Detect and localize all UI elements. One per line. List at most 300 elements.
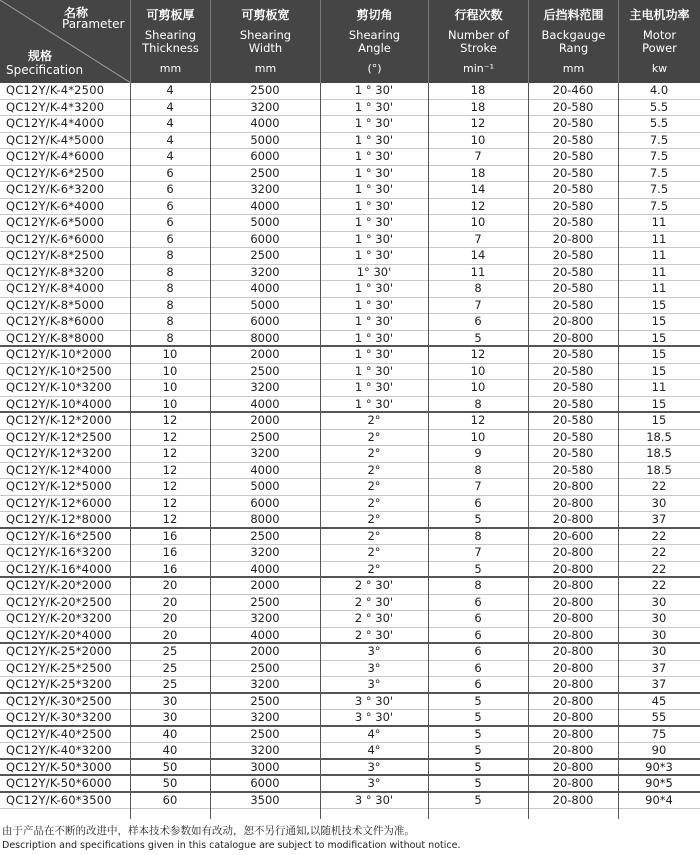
spec-label-cn: 规格 — [28, 49, 53, 63]
angle-cell: 2° — [367, 413, 381, 427]
stroke-cell: 6 — [474, 594, 482, 609]
stroke-cell: 7 — [474, 545, 482, 559]
stroke-cell: 7 — [474, 297, 482, 312]
table-row — [0, 331, 700, 348]
angle-cell: 1 ° 30' — [354, 215, 394, 229]
width-cell: 5000 — [250, 215, 280, 229]
angle-cell: 4° — [367, 743, 381, 757]
motor-power-cell: 11 — [651, 380, 667, 394]
width-cell: 6000 — [250, 149, 280, 163]
width-cell: 3200 — [250, 611, 280, 625]
motor-power-cell: 11 — [651, 215, 667, 229]
motor-power-cell: 90 — [651, 743, 667, 757]
width-cell: 2500 — [250, 248, 280, 262]
motor-power-cell: 7.5 — [649, 149, 669, 163]
backgauge-cell: 20-800 — [552, 743, 594, 757]
width-cell: 2000 — [250, 644, 280, 658]
spec-cell: QC12Y/K-8*5000 — [6, 297, 105, 312]
spec-cell: QC12Y/K-4*2500 — [6, 83, 105, 97]
stroke-cell: 5 — [474, 776, 482, 790]
table-row — [0, 83, 700, 100]
spec-cell: QC12Y/K-40*3200 — [6, 743, 112, 757]
backgauge-cell: 20-580 — [552, 149, 594, 163]
motor-power-cell: 7.5 — [649, 198, 669, 213]
motor-power-cell: 30 — [651, 611, 667, 625]
backgauge-cell: 20-800 — [552, 677, 594, 691]
backgauge-cell: 20-580 — [552, 396, 594, 411]
spec-cell: QC12Y/K-20*2000 — [6, 578, 112, 592]
width-cell: 3500 — [250, 792, 280, 807]
thickness-cell: 12 — [162, 479, 178, 493]
width-cell: 2500 — [250, 693, 280, 708]
thickness-cell: 4 — [166, 83, 174, 97]
thickness-cell: 8 — [166, 330, 174, 345]
backgauge-cell: 20-580 — [552, 297, 594, 312]
spec-cell: QC12Y/K-6*4000 — [6, 198, 105, 213]
angle-cell: 1 ° 30' — [354, 99, 394, 114]
stroke-cell: 5 — [474, 710, 482, 724]
thickness-cell: 40 — [162, 726, 178, 741]
angle-cell: 3 ° 30' — [354, 710, 394, 724]
angle-cell: 1 ° 30' — [354, 231, 394, 246]
spec-cell: QC12Y/K-16*4000 — [6, 561, 112, 576]
column-divider — [528, 83, 529, 819]
thickness-cell: 10 — [162, 380, 178, 394]
stroke-cell: 10 — [470, 132, 486, 147]
spec-cell: QC12Y/K-12*4000 — [6, 462, 112, 477]
backgauge-cell: 20-580 — [552, 281, 594, 295]
angle-cell: 3 ° 30' — [354, 693, 394, 708]
width-cell: 3000 — [250, 759, 280, 774]
thickness-cell: 8 — [166, 264, 174, 279]
thickness-cell: 30 — [162, 710, 178, 724]
column-divider — [130, 83, 131, 819]
backgauge-cell: 20-800 — [552, 792, 594, 807]
stroke-cell: 9 — [474, 446, 482, 460]
width-cell: 4000 — [250, 462, 280, 477]
spec-cell: QC12Y/K-8*2500 — [6, 248, 105, 262]
spec-cell: QC12Y/K-6*2500 — [6, 165, 105, 180]
motor-power-cell: 11 — [651, 264, 667, 279]
width-cell: 2500 — [250, 528, 280, 543]
angle-cell: 2° — [367, 512, 381, 526]
spec-cell: QC12Y/K-16*2500 — [6, 528, 112, 543]
width-cell: 4000 — [250, 627, 280, 642]
width-cell: 2500 — [250, 165, 280, 180]
motor-power-cell: 90*4 — [645, 792, 673, 807]
backgauge-cell: 20-800 — [552, 330, 594, 345]
table-row — [0, 496, 700, 513]
backgauge-cell: 20-580 — [552, 380, 594, 394]
spec-cell: QC12Y/K-25*2000 — [6, 644, 112, 658]
stroke-cell: 5 — [474, 693, 482, 708]
width-cell: 5000 — [250, 297, 280, 312]
backgauge-cell: 20-580 — [552, 446, 594, 460]
spec-cell: QC12Y/K-8*6000 — [6, 314, 105, 328]
motor-power-cell: 5.5 — [649, 116, 669, 130]
motor-power-cell: 90*3 — [645, 759, 673, 774]
table-row — [0, 149, 700, 166]
stroke-cell: 12 — [470, 347, 486, 361]
spec-cell: QC12Y/K-4*4000 — [6, 116, 105, 130]
motor-power-cell: 90*5 — [645, 776, 673, 790]
spec-cell: QC12Y/K-6*3200 — [6, 182, 105, 196]
table-row — [0, 182, 700, 199]
width-cell: 2500 — [250, 660, 280, 675]
table-row — [0, 776, 700, 793]
width-cell: 2000 — [250, 578, 280, 592]
spec-cell: QC12Y/K-12*2000 — [6, 413, 112, 427]
motor-power-cell: 37 — [651, 660, 667, 675]
header-stroke: 行程次数 Number of Stroke min⁻¹ — [428, 0, 528, 83]
thickness-cell: 16 — [162, 561, 178, 576]
thickness-cell: 16 — [162, 545, 178, 559]
motor-power-cell: 18.5 — [646, 429, 672, 444]
width-cell: 3200 — [250, 99, 280, 114]
angle-cell: 1 ° 30' — [354, 149, 394, 163]
motor-power-cell: 30 — [651, 495, 667, 510]
spec-cell: QC12Y/K-10*3200 — [6, 380, 112, 394]
angle-cell: 1 ° 30' — [354, 281, 394, 295]
backgauge-cell: 20-580 — [552, 182, 594, 196]
motor-power-cell: 15 — [651, 363, 667, 378]
footer-note-cn: 由于产品在不断的改进中，样本技术参数如有改动，恕不另行通知,以随机技术文件为准。 — [2, 825, 415, 837]
table-row — [0, 529, 700, 546]
spec-cell: QC12Y/K-6*6000 — [6, 231, 105, 246]
thickness-cell: 8 — [166, 297, 174, 312]
stroke-cell: 6 — [474, 677, 482, 691]
backgauge-cell: 20-800 — [552, 776, 594, 790]
backgauge-cell: 20-580 — [552, 215, 594, 229]
angle-cell: 2° — [367, 462, 381, 477]
angle-cell: 1 ° 30' — [354, 198, 394, 213]
spec-cell: QC12Y/K-12*8000 — [6, 512, 112, 526]
angle-cell: 1 ° 30' — [354, 314, 394, 328]
motor-power-cell: 22 — [651, 545, 667, 559]
spec-cell: QC12Y/K-20*3200 — [6, 611, 112, 625]
spec-cell: QC12Y/K-50*6000 — [6, 776, 112, 790]
spec-cell: QC12Y/K-10*2500 — [6, 363, 112, 378]
motor-power-cell: 15 — [651, 347, 667, 361]
angle-cell: 1 ° 30' — [354, 165, 394, 180]
table-row — [0, 562, 700, 579]
spec-cell: QC12Y/K-4*6000 — [6, 149, 105, 163]
angle-cell: 2 ° 30' — [354, 594, 394, 609]
motor-power-cell: 45 — [651, 693, 667, 708]
width-cell: 4000 — [250, 116, 280, 130]
spec-cell: QC12Y/K-6*5000 — [6, 215, 105, 229]
stroke-cell: 10 — [470, 215, 486, 229]
thickness-cell: 25 — [162, 677, 178, 691]
table-row — [0, 611, 700, 628]
stroke-cell: 5 — [474, 561, 482, 576]
thickness-cell: 25 — [162, 660, 178, 675]
width-cell: 3200 — [250, 264, 280, 279]
stroke-cell: 12 — [470, 116, 486, 130]
angle-cell: 3° — [367, 776, 381, 790]
width-cell: 3200 — [250, 677, 280, 691]
table-row — [0, 446, 700, 463]
backgauge-cell: 20-580 — [552, 363, 594, 378]
thickness-cell: 16 — [162, 528, 178, 543]
stroke-cell: 7 — [474, 149, 482, 163]
thickness-cell: 20 — [162, 627, 178, 642]
angle-cell: 4° — [367, 726, 381, 741]
spec-cell: QC12Y/K-8*8000 — [6, 330, 105, 345]
table-row — [0, 694, 700, 711]
motor-power-cell: 15 — [651, 413, 667, 427]
motor-power-cell: 37 — [651, 677, 667, 691]
backgauge-cell: 20-800 — [552, 759, 594, 774]
stroke-cell: 10 — [470, 363, 486, 378]
backgauge-cell: 20-580 — [552, 248, 594, 262]
table-row — [0, 463, 700, 480]
width-cell: 2500 — [250, 594, 280, 609]
thickness-cell: 10 — [162, 396, 178, 411]
angle-cell: 3° — [367, 644, 381, 658]
angle-cell: 1 ° 30' — [354, 83, 394, 97]
width-cell: 4000 — [250, 396, 280, 411]
motor-power-cell: 11 — [651, 281, 667, 295]
width-cell: 3200 — [250, 380, 280, 394]
backgauge-cell: 20-580 — [552, 264, 594, 279]
backgauge-cell: 20-800 — [552, 231, 594, 246]
thickness-cell: 50 — [162, 759, 178, 774]
angle-cell: 2° — [367, 446, 381, 460]
angle-cell: 1 ° 30' — [354, 248, 394, 262]
motor-power-cell: 22 — [651, 578, 667, 592]
thickness-cell: 12 — [162, 495, 178, 510]
thickness-cell: 12 — [162, 429, 178, 444]
backgauge-cell: 20-800 — [552, 561, 594, 576]
width-cell: 2000 — [250, 413, 280, 427]
thickness-cell: 6 — [166, 215, 174, 229]
angle-cell: 1° 30' — [356, 264, 392, 279]
stroke-cell: 7 — [474, 231, 482, 246]
stroke-cell: 18 — [470, 165, 486, 180]
angle-cell: 1 ° 30' — [354, 330, 394, 345]
thickness-cell: 4 — [166, 149, 174, 163]
angle-cell: 3 ° 30' — [354, 792, 394, 807]
spec-cell: QC12Y/K-12*2500 — [6, 429, 112, 444]
spec-cell: QC12Y/K-10*4000 — [6, 396, 112, 411]
stroke-cell: 6 — [474, 611, 482, 625]
table-row — [0, 100, 700, 117]
motor-power-cell: 22 — [651, 561, 667, 576]
table-row — [0, 347, 700, 364]
stroke-cell: 11 — [470, 264, 486, 279]
backgauge-cell: 20-800 — [552, 726, 594, 741]
footer-note-en: Description and specifications given in this catalogue are subject to modification without notice. — [2, 840, 461, 851]
motor-power-cell: 55 — [651, 710, 667, 724]
angle-cell: 1 ° 30' — [354, 347, 394, 361]
angle-cell: 1 ° 30' — [354, 297, 394, 312]
thickness-cell: 4 — [166, 99, 174, 114]
width-cell: 3200 — [250, 710, 280, 724]
angle-cell: 2° — [367, 429, 381, 444]
stroke-cell: 18 — [470, 83, 486, 97]
backgauge-cell: 20-800 — [552, 693, 594, 708]
table-row — [0, 166, 700, 183]
stroke-cell: 8 — [474, 578, 482, 592]
thickness-cell: 10 — [162, 347, 178, 361]
table-row — [0, 281, 700, 298]
backgauge-cell: 20-800 — [552, 594, 594, 609]
table-row — [0, 727, 700, 744]
stroke-cell: 12 — [470, 198, 486, 213]
stroke-cell: 18 — [470, 99, 486, 114]
header-thickness: 可剪板厚 Shearing Thickness mm — [130, 0, 210, 83]
backgauge-cell: 20-580 — [552, 198, 594, 213]
spec-cell: QC12Y/K-8*4000 — [6, 281, 105, 295]
spec-cell: QC12Y/K-30*2500 — [6, 693, 112, 708]
width-cell: 2500 — [250, 363, 280, 378]
motor-power-cell: 30 — [651, 644, 667, 658]
motor-power-cell: 4.0 — [649, 83, 669, 97]
backgauge-cell: 20-580 — [552, 413, 594, 427]
table-row — [0, 760, 700, 777]
thickness-cell: 4 — [166, 116, 174, 130]
width-cell: 4000 — [250, 281, 280, 295]
stroke-cell: 8 — [474, 528, 482, 543]
backgauge-cell: 20-460 — [552, 83, 594, 97]
stroke-cell: 14 — [470, 182, 486, 196]
width-cell: 2500 — [250, 726, 280, 741]
header-backgauge: 后挡料范围 Backgauge Rang mm — [528, 0, 618, 83]
motor-power-cell: 11 — [651, 248, 667, 262]
thickness-cell: 30 — [162, 693, 178, 708]
angle-cell: 2 ° 30' — [354, 578, 394, 592]
table-row — [0, 215, 700, 232]
width-cell: 4000 — [250, 561, 280, 576]
table-row — [0, 430, 700, 447]
spec-cell: QC12Y/K-25*2500 — [6, 660, 112, 675]
spec-cell: QC12Y/K-12*6000 — [6, 495, 112, 510]
spec-cell: QC12Y/K-10*2000 — [6, 347, 112, 361]
width-cell: 3200 — [250, 446, 280, 460]
backgauge-cell: 20-580 — [552, 347, 594, 361]
motor-power-cell: 30 — [651, 627, 667, 642]
thickness-cell: 6 — [166, 198, 174, 213]
width-cell: 6000 — [250, 314, 280, 328]
width-cell: 6000 — [250, 776, 280, 790]
width-cell: 2500 — [250, 83, 280, 97]
thickness-cell: 12 — [162, 512, 178, 526]
angle-cell: 3° — [367, 677, 381, 691]
width-cell: 3200 — [250, 545, 280, 559]
spec-cell: QC12Y/K-50*3000 — [6, 759, 112, 774]
motor-power-cell: 37 — [651, 512, 667, 526]
table-row — [0, 512, 700, 529]
angle-cell: 1 ° 30' — [354, 363, 394, 378]
motor-power-cell: 15 — [651, 396, 667, 411]
spec-cell: QC12Y/K-25*3200 — [6, 677, 112, 691]
table-row — [0, 314, 700, 331]
thickness-cell: 50 — [162, 776, 178, 790]
thickness-cell: 20 — [162, 578, 178, 592]
backgauge-cell: 20-600 — [552, 528, 594, 543]
width-cell: 5000 — [250, 132, 280, 147]
stroke-cell: 8 — [474, 462, 482, 477]
backgauge-cell: 20-800 — [552, 660, 594, 675]
thickness-cell: 12 — [162, 413, 178, 427]
spec-cell: QC12Y/K-60*3500 — [6, 792, 112, 807]
table-row — [0, 479, 700, 496]
thickness-cell: 25 — [162, 644, 178, 658]
motor-power-cell: 15 — [651, 314, 667, 328]
motor-power-cell: 7.5 — [649, 165, 669, 180]
thickness-cell: 8 — [166, 281, 174, 295]
thickness-cell: 40 — [162, 743, 178, 757]
thickness-cell: 12 — [162, 462, 178, 477]
motor-power-cell: 11 — [651, 231, 667, 246]
spec-cell: QC12Y/K-30*3200 — [6, 710, 112, 724]
backgauge-cell: 20-800 — [552, 627, 594, 642]
stroke-cell: 6 — [474, 314, 482, 328]
backgauge-cell: 20-800 — [552, 545, 594, 559]
column-divider — [320, 83, 321, 819]
thickness-cell: 60 — [162, 792, 178, 807]
stroke-cell: 5 — [474, 792, 482, 807]
backgauge-cell: 20-580 — [552, 132, 594, 147]
table-row — [0, 265, 700, 282]
thickness-cell: 20 — [162, 594, 178, 609]
table-row — [0, 793, 700, 810]
spec-table-body — [0, 83, 700, 809]
table-row — [0, 133, 700, 150]
table-row — [0, 364, 700, 381]
backgauge-cell: 20-800 — [552, 479, 594, 493]
table-header — [0, 0, 700, 83]
stroke-cell: 6 — [474, 627, 482, 642]
spec-cell: QC12Y/K-12*5000 — [6, 479, 112, 493]
stroke-cell: 6 — [474, 660, 482, 675]
spec-cell: QC12Y/K-12*3200 — [6, 446, 112, 460]
angle-cell: 2° — [367, 561, 381, 576]
stroke-cell: 6 — [474, 644, 482, 658]
backgauge-cell: 20-580 — [552, 99, 594, 114]
motor-power-cell: 18.5 — [646, 446, 672, 460]
width-cell: 2500 — [250, 429, 280, 444]
stroke-cell: 8 — [474, 396, 482, 411]
column-divider — [618, 83, 619, 819]
angle-cell: 3° — [367, 660, 381, 675]
motor-power-cell: 18.5 — [646, 462, 672, 477]
stroke-cell: 6 — [474, 495, 482, 510]
backgauge-cell: 20-580 — [552, 462, 594, 477]
table-row — [0, 248, 700, 265]
angle-cell: 1 ° 30' — [354, 396, 394, 411]
spec-cell: QC12Y/K-40*2500 — [6, 726, 112, 741]
stroke-cell: 5 — [474, 726, 482, 741]
table-row — [0, 743, 700, 760]
table-row — [0, 116, 700, 133]
column-divider — [210, 83, 211, 819]
backgauge-cell: 20-800 — [552, 644, 594, 658]
parameter-label-cn: 名称 — [64, 6, 89, 20]
motor-power-cell: 7.5 — [649, 182, 669, 196]
thickness-cell: 6 — [166, 182, 174, 196]
column-divider — [428, 83, 429, 819]
spec-cell: QC12Y/K-20*2500 — [6, 594, 112, 609]
spec-cell: QC12Y/K-16*3200 — [6, 545, 112, 559]
spec-cell: QC12Y/K-8*3200 — [6, 264, 105, 279]
parameter-label-en: Parameter — [62, 17, 125, 31]
motor-power-cell: 7.5 — [649, 132, 669, 147]
spec-label-en: Specification — [6, 63, 84, 77]
table-row — [0, 595, 700, 612]
table-row — [0, 677, 700, 694]
